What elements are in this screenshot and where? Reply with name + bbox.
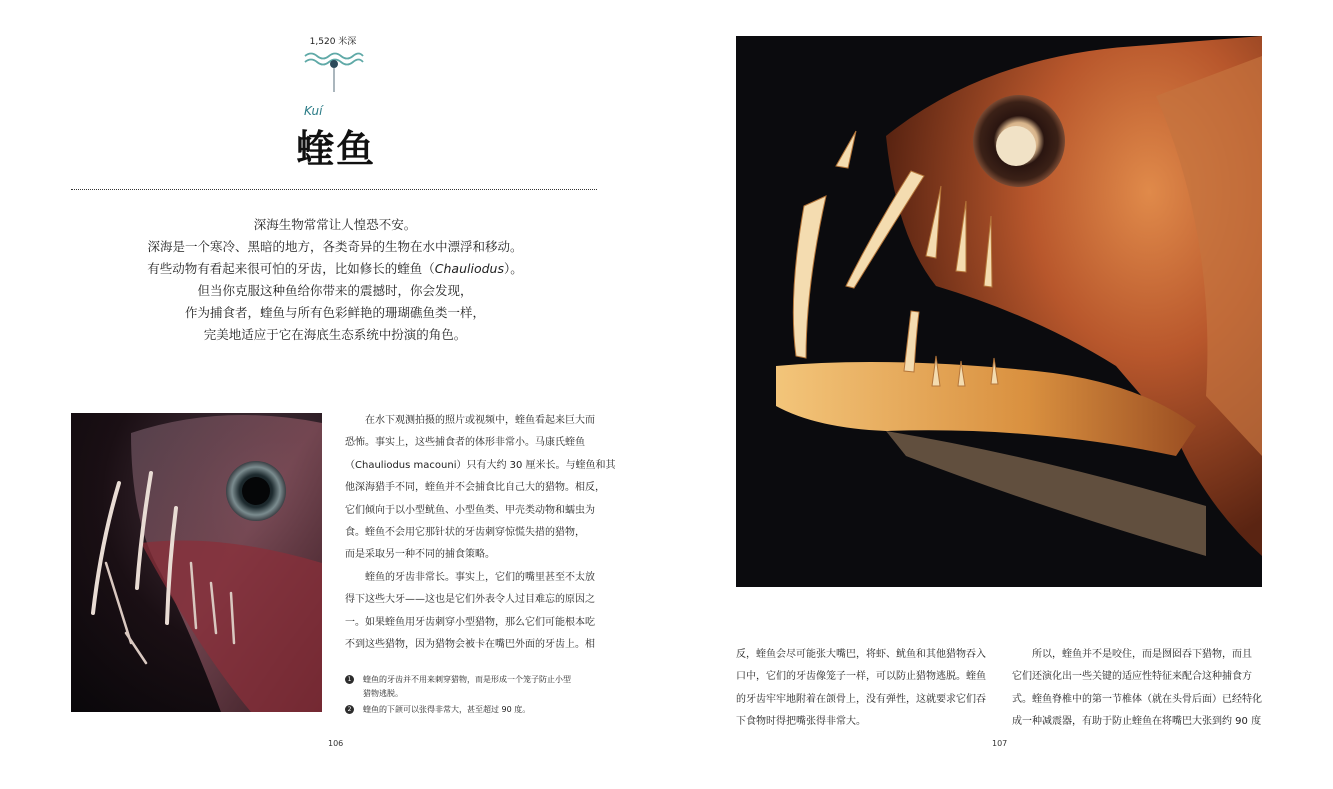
caption-text: 猎物逃脱。 (363, 689, 403, 698)
body-line: 下食物时得把嘴张得非常大。 (736, 716, 866, 728)
body-line: 成一种减震器，有助于防止蝰鱼在将嘴巴大张到约 90 度 (1012, 716, 1262, 728)
intro-paragraph (120, 214, 550, 346)
body-line: 得下这些大牙——这也是它们外表令人过目难忘的原因之 (345, 594, 595, 606)
body-line: 一。如果蝰鱼用牙齿刺穿小型猎物，那么它们可能根本吃 (345, 616, 595, 628)
intro-line: 但当你克服这种鱼给你带来的震撼时，你会发现， (197, 283, 473, 298)
body-line: （Chauliodus macouni）只有大约 30 厘米长。与蝰鱼和其 (345, 459, 616, 471)
body-line: 他深海猎手不同，蝰鱼并不会捕食比自己大的猎物。相反， (345, 482, 605, 494)
body-line: 食。蝰鱼不会用它那针状的牙齿刺穿惊慌失措的猎物， (345, 527, 585, 539)
scientific-name: Chauliodus (434, 261, 504, 276)
body-line: 所以，蝰鱼并不是咬住，而是囫囵吞下猎物，而且 (1032, 649, 1252, 660)
viperfish-photo-large (736, 36, 1262, 587)
body-line: 的牙齿牢牢地附着在颌骨上，没有弹性，这就要求它们吞 (736, 693, 986, 705)
intro-line: 深海生物常常让人惶恐不安。 (253, 217, 417, 232)
body-text-right (1012, 644, 1262, 734)
intro-line: 有些动物有看起来很可怕的牙齿，比如修长的蝰鱼（Chauliodus）。 (147, 261, 523, 276)
body-line: 恐怖。事实上，这些捕食者的体形非常小。马康氏蝰鱼 (345, 437, 585, 449)
caption-number-marker: 1 (345, 675, 354, 684)
body-line: 它们还演化出一些关键的适应性特征来配合这种捕食方 (1012, 671, 1252, 683)
depth-label: 1,520 米深 (309, 37, 357, 47)
body-line: 而是采取另一种不同的捕食策略。 (345, 549, 495, 561)
dotted-divider (71, 189, 597, 190)
body-line: 反，蝰鱼会尽可能张大嘴巴，将虾、鱿鱼和其他猎物吞入 (736, 649, 986, 660)
page-number-left: 106 (328, 739, 344, 748)
photo-captions (345, 673, 597, 717)
page-number-right: 107 (992, 739, 1008, 748)
intro-line: 深海是一个寒冷、黑暗的地方，各类奇异的生物在水中漂浮和移动。 (147, 239, 523, 254)
viperfish-photo-small (71, 413, 322, 712)
body-text-middle (736, 644, 991, 734)
caption-text: 蝰鱼的牙齿并不用来刺穿猎物，而是形成一个笼子防止小型 (363, 675, 571, 684)
body-line: 不到这些猎物，因为猎物会被卡在嘴巴外面的牙齿上。相 (345, 639, 595, 651)
caption-text: 蝰鱼的下颌可以张得非常大，甚至超过 90 度。 (363, 705, 531, 714)
intro-line: 完美地适应于它在海底生态系统中扮演的角色。 (203, 327, 467, 342)
caption-item (345, 673, 597, 701)
intro-line: 作为捕食者，蝰鱼与所有色彩鲜艳的珊瑚礁鱼类一样， (184, 305, 485, 320)
depth-marker-icon (303, 50, 365, 92)
body-line: 它们倾向于以小型鱿鱼、小型鱼类、甲壳类动物和蠕虫为 (345, 504, 595, 516)
body-text-left (345, 410, 616, 656)
body-line: 在水下观测拍摄的照片或视频中，蝰鱼看起来巨大而 (365, 415, 595, 426)
body-line: 式。蝰鱼脊椎中的第一节椎体（就在头骨后面）已经特化 (1012, 693, 1262, 705)
caption-number-marker: 2 (345, 705, 354, 714)
caption-item (345, 703, 597, 717)
body-line: 口中，它们的牙齿像笼子一样，可以防止猎物逃脱。蝰鱼 (736, 671, 986, 683)
body-line: 蝰鱼的牙齿非常长。事实上，它们的嘴里甚至不太放 (365, 571, 595, 583)
page-title: 蝰鱼 (296, 126, 377, 171)
title-pinyin: Kuí (304, 104, 323, 118)
